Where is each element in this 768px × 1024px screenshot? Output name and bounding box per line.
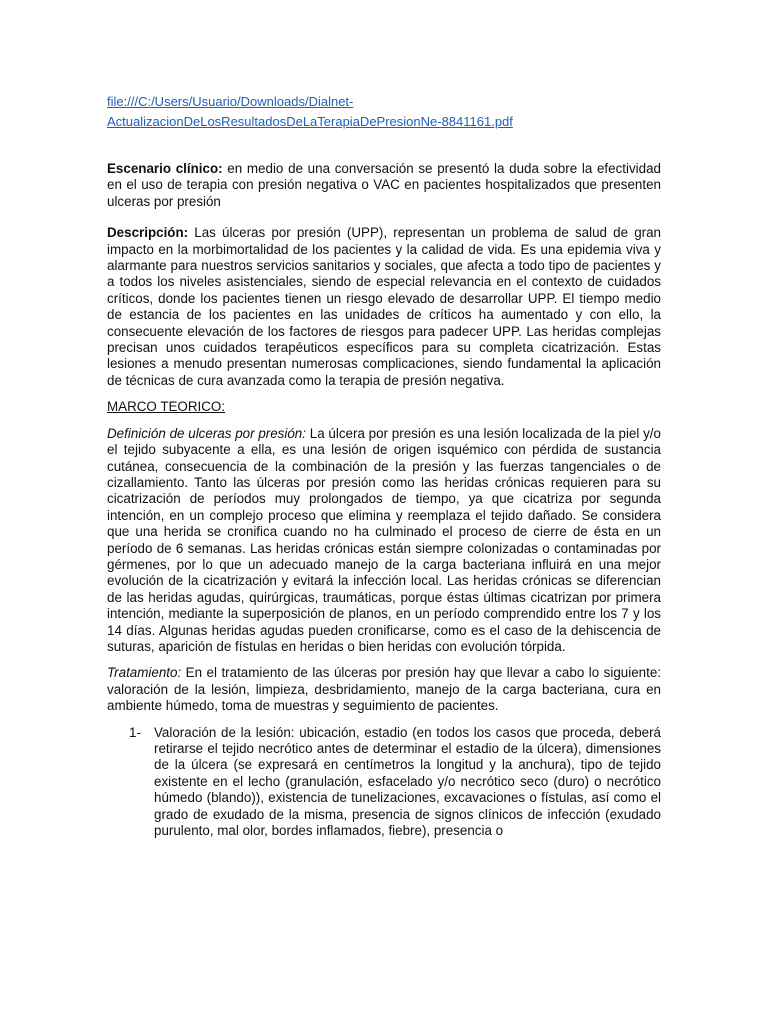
list-item: [107, 725, 661, 840]
paragraph-definicion: [107, 426, 661, 656]
document-page: [107, 92, 661, 839]
tratamiento-label: Tratamiento:: [107, 665, 182, 681]
file-link-line2[interactable]: ActualizacionDeLosResultadosDeLaTerapiaDePresionNe-8841161.pdf: [107, 114, 513, 129]
escenario-label: Escenario clínico:: [107, 161, 223, 176]
file-link-line1[interactable]: file:///C:/Users/Usuario/Downloads/Dialnet-: [107, 94, 354, 109]
list-item-number: 1-: [129, 724, 141, 740]
definicion-text: La úlcera por presión es una lesión localizada de la piel y/o el tejido subyacente a ella, es una lesión de origen isquémico con pérdida de sustancia cutánea, consecuencia de la combinación de la presión y las fuerzas tangenciales o de cizallamiento. Tanto las úlceras por presión como las heridas crónicas requieren para su cicatrización de períodos muy prolongados de tiempo, ya que cicatriza por segunda intención, en un complejo proceso que elimina y reemplaza el tejido dañado. Se considera que una herida se cronifica cuando no ha culminado el proceso de cierre de ésta en un período de 6 semanas. Las heridas crónicas están siempre colonizadas o contaminadas por gérmenes, por lo que un adecuado manejo de la carga bacteriana influirá en una mejor evolución de la cicatrización y evitará la infección local. Las heridas crónicas se diferencian de las heridas agudas, quirúrgicas, traumáticas, porque éstas últimas cicatrizan por primera intención, mediante la superposición de planos, en un período comprendido entre los 7 y los 14 días. Algunas heridas agudas pueden cronificarse, como es el caso de la dehiscencia de suturas, aparición de fístulas en heridas o bien heridas con evolución tórpida.: [107, 425, 661, 654]
file-link[interactable]: [107, 92, 661, 132]
descripcion-text: Las úlceras por presión (UPP), representan un problema de salud de gran impacto en la morbimortalidad de los pacientes y la calidad de vida. Es una epidemia viva y alarmante para nuestros servicios sanitarios y sociales, que afecta a todo tipo de pacientes y a todos los niveles asistenciales, siendo de especial relevancia en el contexto de cuidados críticos, donde los pacientes tienen un riesgo elevado de desarrollar UPP. El tiempo medio de estancia de los pacientes en las unidades de críticos ha aumentado y con ello, la consecuente elevación de los factores de riesgos para padecer UPP. Las heridas complejas precisan unos cuidados terapéuticos específicos para su completa cicatrización. Estas lesiones a menudo presentan numerosas complicaciones, siendo fundamental la aplicación de técnicas de cura avanzada como la terapia de presión negativa.: [107, 225, 661, 388]
escenario-text: en medio de una conversación se presentó la duda sobre la efectividad en el uso de terapia con presión negativa o VAC en pacientes hospitalizados que presenten ulceras por presión: [107, 161, 661, 209]
tratamiento-text: En el tratamiento de las úlceras por presión hay que llevar a cabo lo siguiente: valoración de la lesión, limpieza, desbridamiento, manejo de la carga bacteriana, cura en ambiente húmedo, toma de muestras y seguimiento de pacientes.: [107, 665, 661, 714]
numbered-list: [107, 725, 661, 840]
definicion-label: Definición de ulceras por presión:: [107, 425, 306, 441]
list-item-text: Valoración de la lesión: ubicación, estadio (en todos los casos que proceda, deberá retirarse el tejido necrótico antes de determinar el estadio de la úlcera), dimensiones de la úlcera (se expresará en centímetros la longitud y la anchura), tipo de tejido existente en el lecho (granulación, esfacelado y/o necrótico seco (duro) o necrótico húmedo (blando)), existencia de tunelizaciones, excavaciones o fístulas, así como el grado de exudado de la misma, presencia de signos clínicos de infección (exudado purulento, mal olor, bordes inflamados, fiebre), presencia o: [154, 724, 661, 839]
paragraph-descripcion: [107, 225, 661, 389]
descripcion-label: Descripción:: [107, 225, 189, 241]
paragraph-tratamiento: [107, 665, 661, 714]
paragraph-escenario: [107, 161, 661, 210]
section-heading-marco-teorico: MARCO TEORICO:: [107, 399, 226, 415]
